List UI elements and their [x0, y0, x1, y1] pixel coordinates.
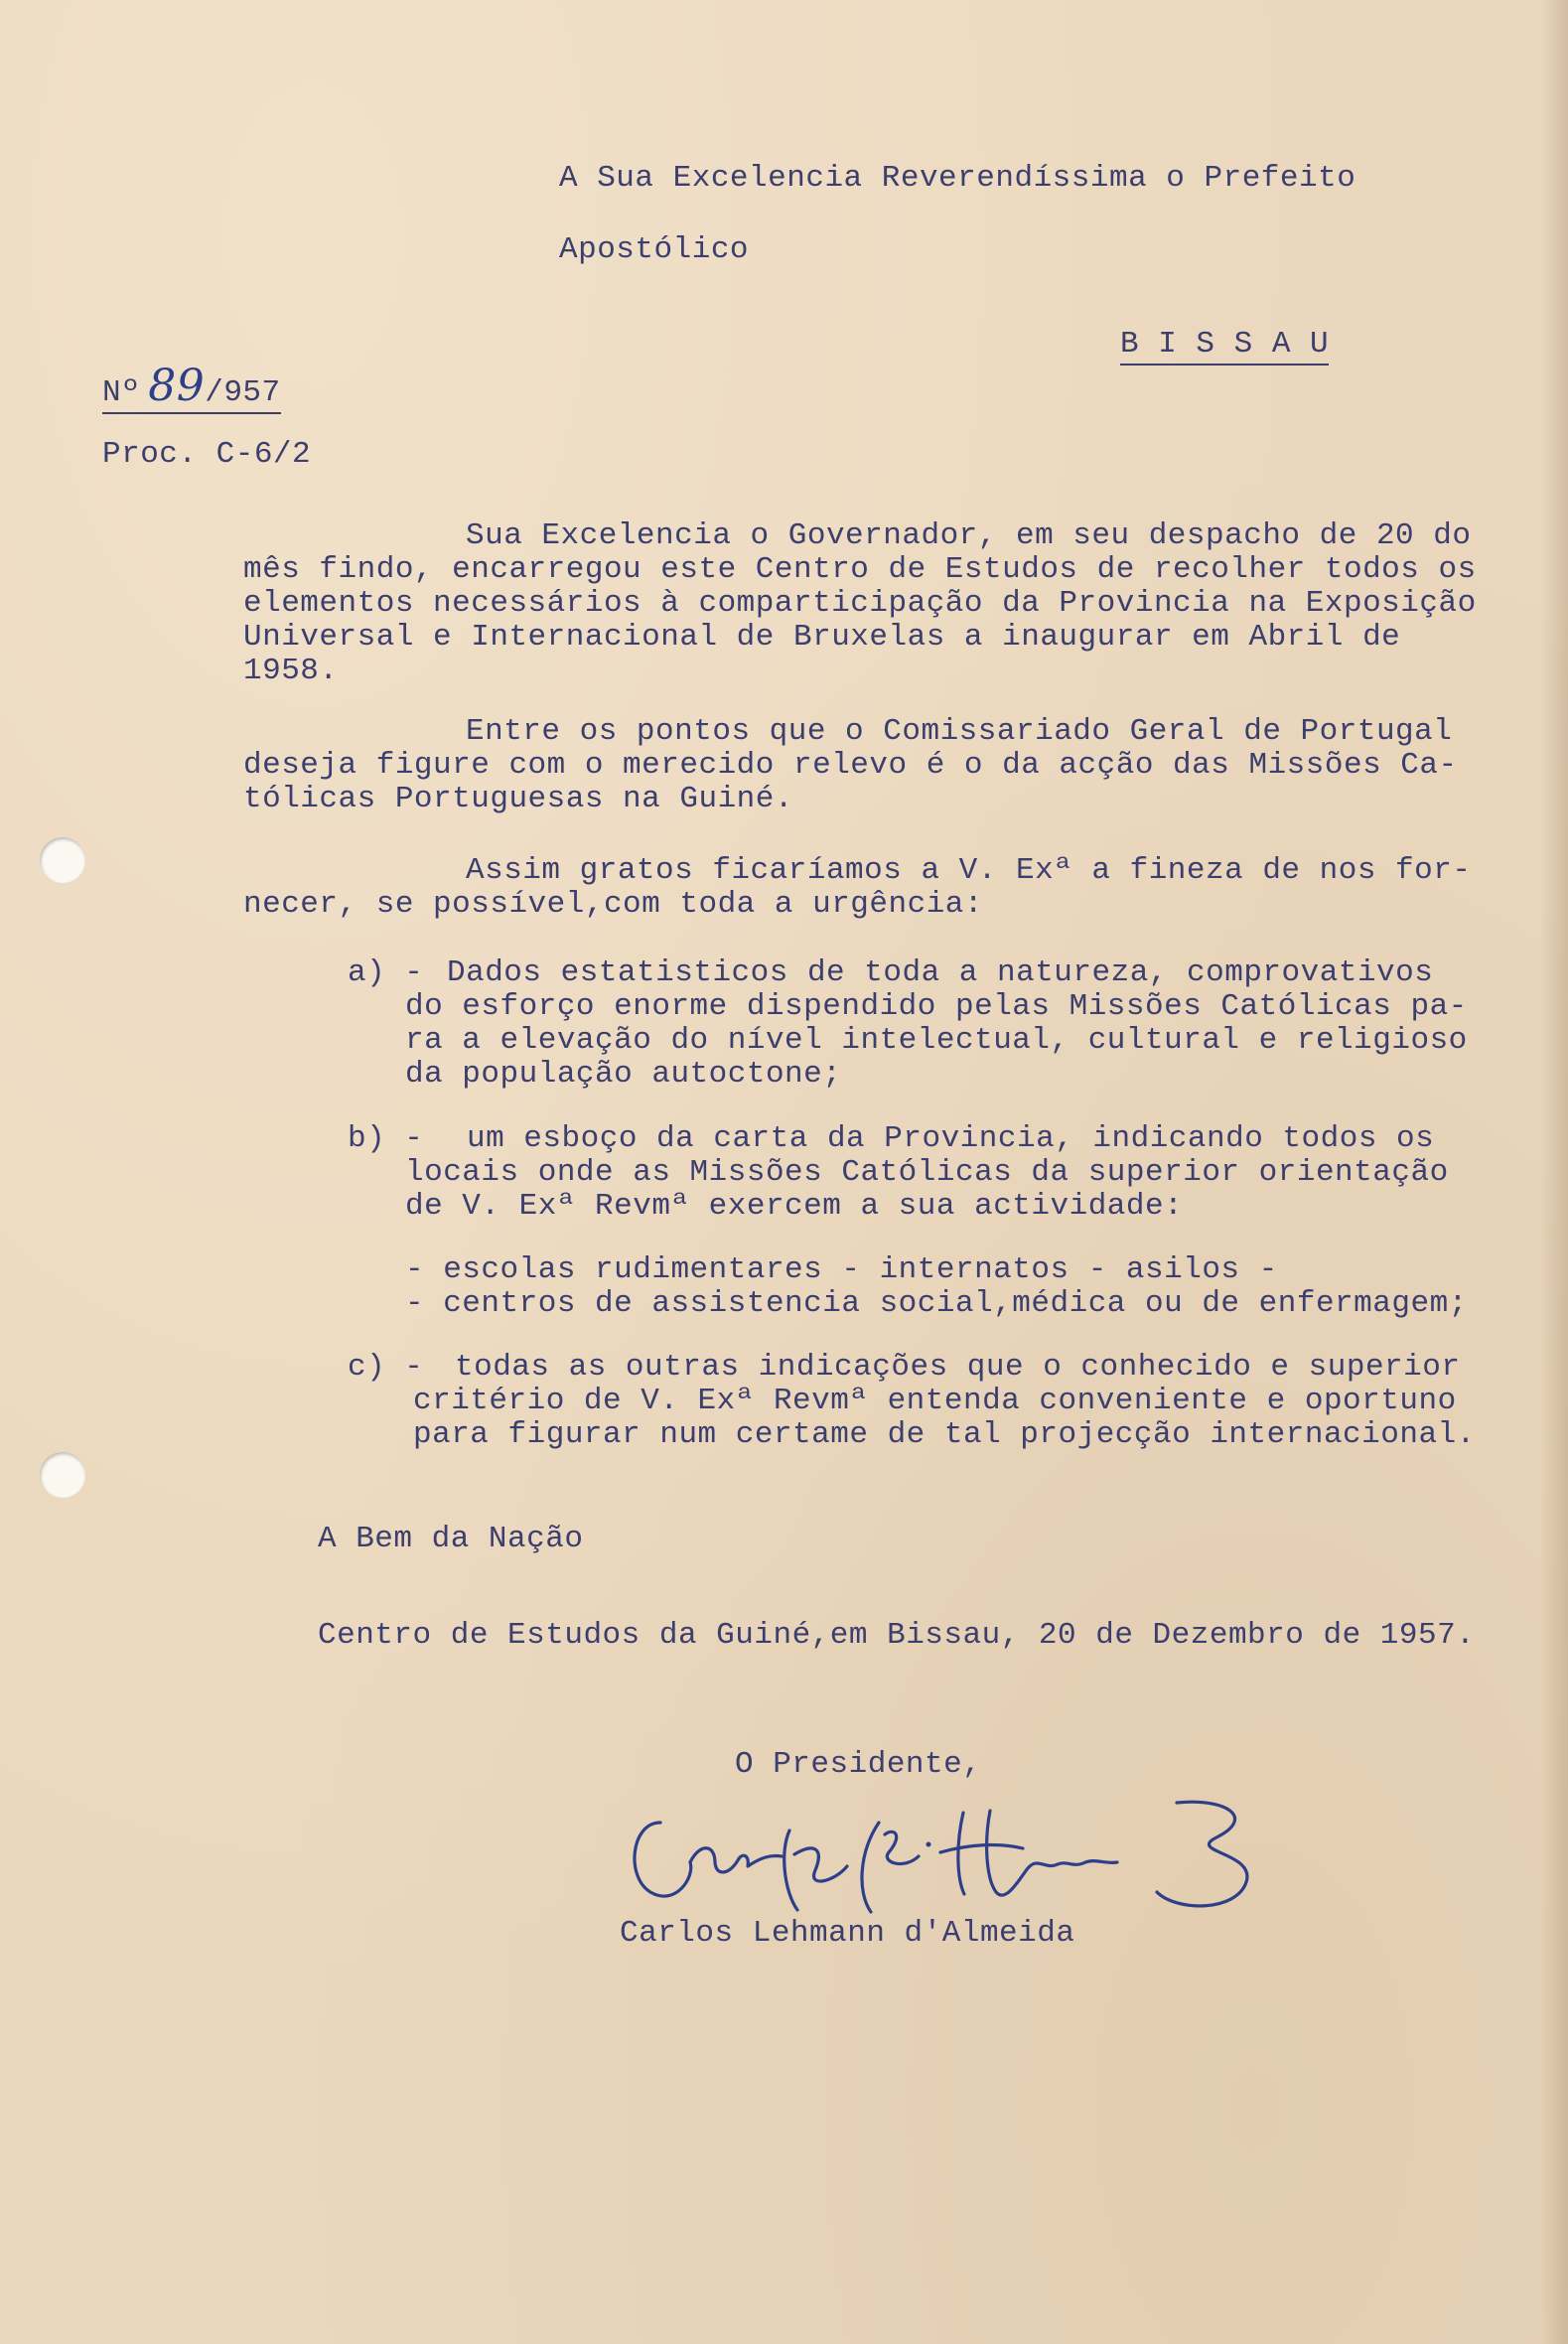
reference-number-prefix: Nº	[102, 375, 141, 410]
paragraph-line: Assim gratos ficaríamos a V. Exª a fineza de nos for-	[466, 853, 1472, 888]
paragraph-line: tólicas Portuguesas na Guiné.	[243, 782, 793, 816]
paragraph-line: mês findo, encarregou este Centro de Estudos de recolher todos os	[243, 552, 1477, 587]
item-b	[405, 1121, 1449, 1224]
paragraph-line: deseja figure com o merecido relevo é o da acção das Missões Ca-	[243, 748, 1458, 783]
item-line: ra a elevação do nível intelectual, cultural e religioso	[405, 1023, 1468, 1058]
paragraph-2	[243, 715, 1458, 816]
item-c	[413, 1350, 1476, 1452]
item-line: critério de V. Exª Revmª entenda conveniente e oportuno	[413, 1384, 1457, 1418]
item-b-label: b) -	[348, 1121, 424, 1156]
item-b-sublist	[405, 1253, 1468, 1321]
reference-number-handwritten: 89	[148, 361, 206, 411]
item-a-label: a) -	[348, 955, 424, 990]
item-line: para figurar num certame de tal projecção internacional.	[413, 1417, 1476, 1452]
place-and-date: Centro de Estudos da Guiné,em Bissau, 20 de Dezembro de 1957.	[318, 1618, 1476, 1653]
addressee-city-text: B I S S A U	[1120, 327, 1329, 366]
paragraph-line: Universal e Internacional de Bruxelas a inaugurar em Abril de	[243, 620, 1401, 655]
item-line: locais onde as Missões Católicas da superior orientação	[405, 1155, 1449, 1190]
paragraph-line: 1958.	[243, 654, 339, 688]
reference-number	[102, 361, 281, 411]
sublist-line: - centros de assistencia social,médica ou de enfermagem;	[405, 1286, 1468, 1321]
handwritten-signature	[621, 1783, 1316, 1932]
punch-hole-bottom	[40, 1452, 85, 1498]
closing-salutation: A Bem da Nação	[318, 1522, 584, 1556]
paragraph-line: necer, se possível,com toda a urgência:	[243, 887, 984, 922]
item-line: Dados estatisticos de toda a natureza, comprovativos	[447, 955, 1434, 990]
paragraph-1	[243, 519, 1477, 688]
paragraph-line: Sua Excelencia o Governador, em seu despacho de 20 do	[466, 518, 1472, 553]
signatory-name: Carlos Lehmann d'Almeida	[620, 1916, 1075, 1951]
process-number: Proc. C-6/2	[102, 437, 312, 472]
paragraph-3	[243, 854, 1471, 922]
item-line: da população autoctone;	[405, 1057, 842, 1092]
paragraph-line: elementos necessários à comparticipação da Provincia na Exposição	[243, 586, 1477, 621]
signatory-title: O Presidente,	[735, 1747, 982, 1782]
item-line: do esforço enorme dispendido pelas Missões Católicas pa-	[405, 989, 1468, 1024]
sublist-line: - escolas rudimentares - internatos - asilos -	[405, 1252, 1278, 1287]
item-line: todas as outras indicações que o conhecido e superior	[455, 1350, 1461, 1385]
addressee-city	[1120, 328, 1329, 362]
addressee-line-2: Apostólico	[559, 232, 750, 267]
punch-hole-top	[40, 837, 85, 883]
item-a	[405, 955, 1468, 1092]
item-line: um esboço da carta da Provincia, indicando todos os	[467, 1121, 1435, 1156]
paragraph-line: Entre os pontos que o Comissariado Geral de Portugal	[466, 714, 1453, 749]
reference-number-underlined	[102, 361, 281, 414]
item-line: de V. Exª Revmª exercem a sua actividade:	[405, 1189, 1184, 1224]
item-c-label: c) -	[348, 1350, 424, 1385]
reference-number-suffix: /957	[205, 375, 281, 410]
page-edge-shadow	[1540, 0, 1568, 2344]
addressee-line-1: A Sua Excelencia Reverendíssima o Prefeito	[559, 161, 1356, 196]
